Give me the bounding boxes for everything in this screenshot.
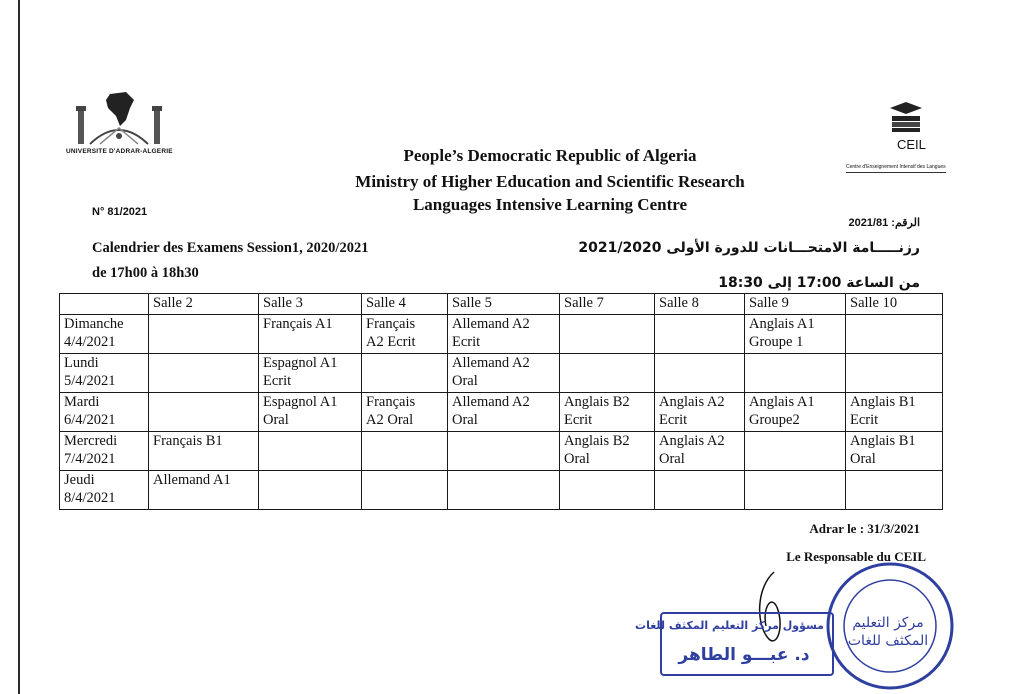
day-label-line: 5/4/2021 [64,373,116,389]
exam-label-line: Groupe2 [749,412,800,428]
exam-cell [560,432,655,471]
day-cell [60,393,149,432]
exam-cell [448,315,560,354]
exam-label-line: Anglais B2 [564,433,630,449]
exam-label-line: Anglais A2 [659,394,725,410]
exam-label-line: Anglais A1 [749,394,815,410]
reference-number-fr: N° 81/2021 [92,206,148,218]
exam-label-line: Ecrit [850,412,879,428]
exam-cell [655,471,745,510]
exam-label-line: A2 Oral [366,412,414,428]
seal-line-1: مركز التعليم [852,615,924,631]
exam-label-line: Allemand A2 [452,316,530,332]
exam-label-line: Anglais B2 [564,394,630,410]
exam-label-line: Groupe 1 [749,334,804,350]
exam-label-line: Anglais B1 [850,433,916,449]
exam-label-line: Oral [659,451,685,467]
room-header: Salle 9 [745,294,846,315]
table-row [60,432,943,471]
exam-label-line: Allemand A2 [452,355,530,371]
stamp-name: د. عبـــو الطاهر [678,645,810,665]
document-title-ar: رزنـــــامة الامتحـــانات للدورة الأولى 2021/2020 [578,240,920,256]
room-header: Salle 5 [448,294,560,315]
exam-label-line: A2 Ecrit [366,334,416,350]
day-cell [60,432,149,471]
exam-label-line: Anglais A2 [659,433,725,449]
day-label-line: Lundi [64,355,99,371]
exam-cell [745,354,846,393]
exam-label-line: Français A1 [263,316,333,332]
signature-role: Le Responsable du CEIL [786,549,926,564]
day-label-line: Mardi [64,394,100,410]
exam-cell [745,315,846,354]
exam-label-line: Anglais A1 [749,316,815,332]
exam-cell [745,471,846,510]
exam-cell [745,432,846,471]
room-header: Salle 8 [655,294,745,315]
exam-label-line: Français B1 [153,433,223,449]
table-row [60,471,943,510]
exam-cell [362,315,448,354]
day-label-line: Jeudi [64,472,95,488]
exam-cell [259,315,362,354]
table-row [60,354,943,393]
day-cell [60,471,149,510]
seal-line-2: المكثف للغات [847,633,929,649]
exam-cell [362,354,448,393]
exam-cell [846,315,943,354]
day-label-line: 7/4/2021 [64,451,116,467]
exam-schedule-table [59,293,943,510]
exam-cell [560,354,655,393]
exam-label-line: Espagnol A1 [263,355,338,371]
exam-cell [448,354,560,393]
exam-cell [560,471,655,510]
exam-label-line: Oral [564,451,590,467]
exam-cell [362,393,448,432]
header-country: People’s Democratic Republic of Algeria [403,146,697,165]
day-label-line: 8/4/2021 [64,490,116,506]
university-caption: UNIVERSITE D'ADRAR-ALGERIE [66,148,173,155]
day-label-line: Dimanche [64,316,124,332]
corner-cell [60,294,149,315]
exam-label-line: Oral [850,451,876,467]
exam-cell [560,393,655,432]
table-row [60,315,943,354]
exam-cell [655,315,745,354]
exam-cell [655,354,745,393]
exam-label-line: Allemand A2 [452,394,530,410]
room-header: Salle 2 [149,294,259,315]
exam-label-line: Espagnol A1 [263,394,338,410]
exam-cell [362,471,448,510]
exam-label-line: Oral [452,373,478,389]
day-label-line: 6/4/2021 [64,412,116,428]
exam-cell [655,393,745,432]
room-header: Salle 7 [560,294,655,315]
exam-hours-ar: من الساعة 17:00 إلى 18:30 [718,275,920,291]
exam-cell [149,315,259,354]
exam-cell [149,432,259,471]
room-header: Salle 4 [362,294,448,315]
day-label-line: Mercredi [64,433,118,449]
exam-cell [259,393,362,432]
signature-date: Adrar le : 31/3/2021 [809,521,920,536]
exam-label-line: Ecrit [452,334,481,350]
exam-cell [655,432,745,471]
table-body [60,315,943,510]
exam-cell [149,354,259,393]
table-row [60,393,943,432]
exam-label-line: Ecrit [564,412,593,428]
exam-cell [259,432,362,471]
exam-cell [362,432,448,471]
day-label-line: 4/4/2021 [64,334,116,350]
exam-label-line: Ecrit [659,412,688,428]
exam-label-line: Oral [263,412,289,428]
exam-cell [149,393,259,432]
exam-label-line: Oral [452,412,478,428]
exam-cell [745,393,846,432]
exam-cell [259,354,362,393]
table-header-row [60,294,943,315]
page-edge [18,0,20,694]
exam-cell [846,432,943,471]
exam-label-line: Anglais B1 [850,394,916,410]
header-ministry: Ministry of Higher Education and Scientific Research [355,172,745,191]
exam-label-line: Ecrit [263,373,292,389]
exam-hours-fr: de 17h00 à 18h30 [92,265,199,281]
exam-label-line: Français [366,394,416,410]
day-cell [60,315,149,354]
exam-label-line: Français [366,316,416,332]
exam-cell [149,471,259,510]
exam-cell [448,471,560,510]
exam-cell [846,354,943,393]
exam-cell [846,393,943,432]
exam-cell [560,315,655,354]
exam-cell [846,471,943,510]
day-cell [60,354,149,393]
exam-cell [448,393,560,432]
ceil-logo-text: CEIL [897,137,926,152]
reference-number-ar: الرقم: 2021/81 [848,217,920,229]
document-title-fr: Calendrier des Examens Session1, 2020/2021 [92,240,369,256]
exam-label-line: Allemand A1 [153,472,231,488]
room-header: Salle 10 [846,294,943,315]
room-header: Salle 3 [259,294,362,315]
ceil-caption: Centre d'Enseignement Intensif des Langues [846,164,946,170]
stamp-title: مسؤول مركز التعليم المكثف للغات [635,619,824,632]
header-centre: Languages Intensive Learning Centre [412,195,688,214]
exam-cell [448,432,560,471]
exam-cell [259,471,362,510]
